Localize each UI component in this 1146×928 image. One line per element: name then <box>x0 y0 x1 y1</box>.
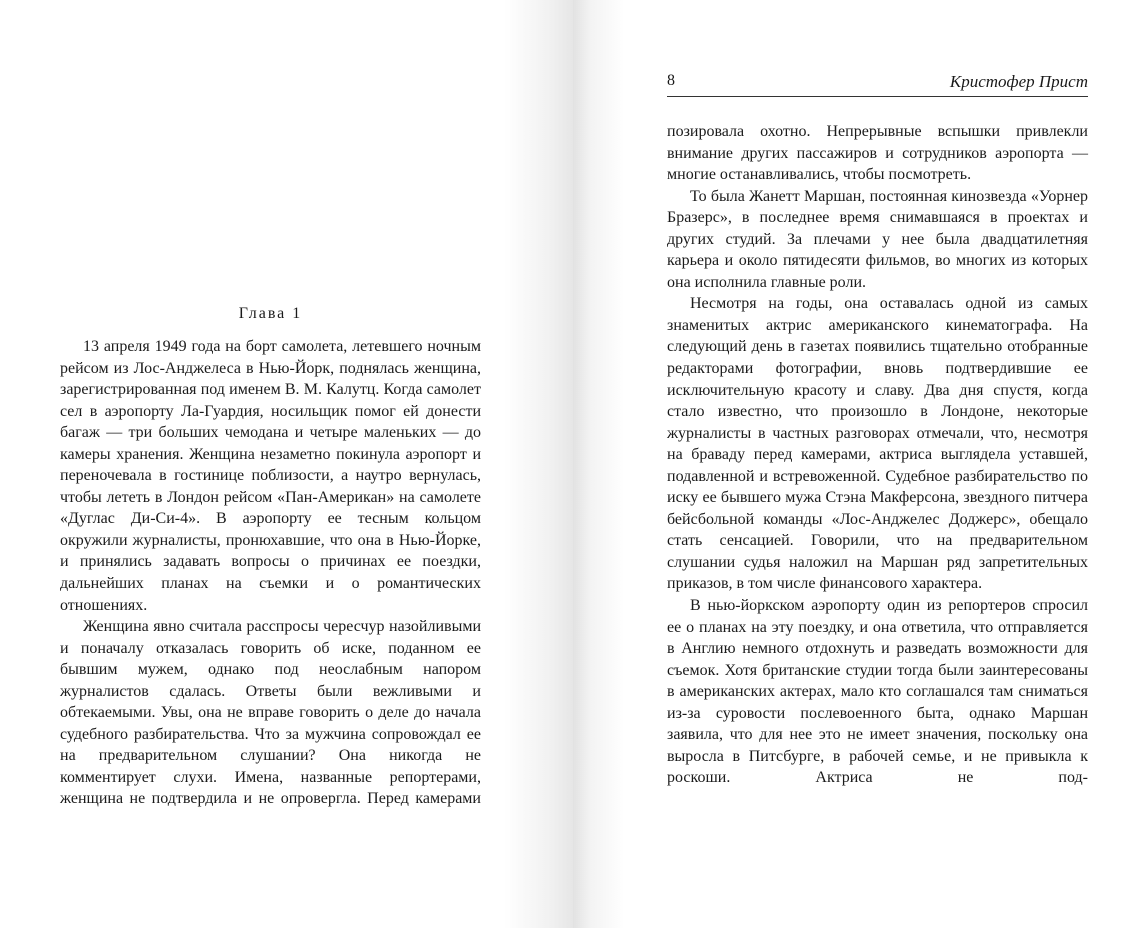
paragraph: То была Жанетт Маршан, постоянная кинозвезда «Уорнер Бразерс», в последнее время снимавшаяся в проектах и других студий. За плечами у нее была двадцатилетняя карьера и около пятидесяти фильмов, во многих из которых она исполнила главные роли. <box>667 187 1088 291</box>
running-head-author: Кристофер Прист <box>949 72 1088 91</box>
paragraph: Несмотря на годы, она оставалась одной из самых знаменитых актрис американского кинематографа. На следующий день в газетах появились тщательно отобранные редакторами фотографии, вновь подтвердившие ее исключительную красоту и славу. Два дня спустя, когда стало известно, что произошло в Лондоне, некоторые журналисты в частных разговорах отмечали, что, несмотря на браваду перед камерами, актриса выглядела уставшей, подавленной и встревоженной. Судебное разбирательство по иску ее бывшего мужа Стэна Макферсона, звездного питчера бейсбольной команды «Лос-Анджелес Доджерс», обещало стать сенсацией. Говорили, что на предварительном слушании судья наложил на Маршан ряд запретительных приказов, в том числе финансового характера. <box>667 295 1088 593</box>
paragraph: В нью-йоркском аэропорту один из репортеров спросил ее о планах на эту поездку, и она ответила, что отправляется в Англию немного отдохнуть и разведать возможности для съемок. Хотя британские студии тогда были заинтересованы в американских актерах, мало кто соглашался там сниматься из-за суровости послевоенного быта, однако Маршан заявила, что для нее это не имеет значения, поскольку она выросла в Питсбурге, в рабочей семье, и не привыкла к роскоши. Актриса не под- <box>667 597 1088 787</box>
running-head <box>667 72 1088 97</box>
right-page <box>573 0 1146 928</box>
paragraph: Женщина явно считала расспросы чересчур назойливыми и поначалу отказалась говорить об иске, поданном ее бывшим мужем, однако под неослабным напором журналистов сдалась. Ответы были вежливыми и обтекаемыми. Увы, она не вправе говорить о деле до начала судебного разбирательства. Что за мужчина сопровождал ее на предварительном слушании? Она никогда не комментирует слухи. Имена, названные репортерами, женщина не подтвердила и не опровергла. Перед камерами <box>60 618 481 808</box>
paragraph: 13 апреля 1949 года на борт самолета, летевшего ночным рейсом из Лос-Анджелеса в Нью-Йорк, поднялась женщина, зарегистрированная под именем В. М. Калутц. Когда самолет сел в аэропорту Ла-Гуардия, носильщик помог ей донести багаж — три больших чемодана и четыре маленьких — до камеры хранения. Женщина незаметно покинула аэропорт и переночевала в гостинице поблизости, а наутро вернулась, чтобы лететь в Лондон рейсом «Пан-Американ» на самолете «Дуглас Ди-Си-4». В аэропорту ее тесным кольцом окружили журналисты, пронюхавшие, что она в Нью-Йорке, и принялись задавать вопросы о причинах ее поездки, дальнейших планах на съемки и о романтических отношениях. <box>60 338 481 614</box>
left-page-body <box>60 336 481 810</box>
page-number: 8 <box>667 72 675 89</box>
chapter-title: Глава 1 <box>238 305 303 322</box>
paragraph: позировала охотно. Непрерывные вспышки привлекли внимание других пассажиров и сотрудников аэропорта — многие останавливались, чтобы посмотреть. <box>667 123 1088 184</box>
right-page-body <box>667 121 1088 789</box>
